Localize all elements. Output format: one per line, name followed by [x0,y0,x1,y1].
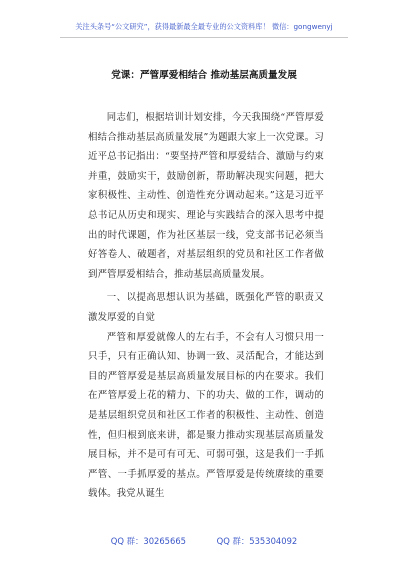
section-heading-1: 一、以提高思想认识为基础，既强化严管的职责又激发厚爱的自觉 [88,292,324,323]
body-paragraph-section-1: 严管和厚爱就像人的左右手，不会有人习惯只用一只手，只有正确认知、协调一致、灵活配合，才能达到目的严管厚爱是基层高质量发展目标的内在要求。我们在严管厚爱上花的精力、下的功夫、做的工作，调动的是基层组织党员和社区工作者的积极性、主动性、创造性，但归根到底来讲，都是聚力推动实现基层高质量发展目标，并不是可有可无、可弱可强，这是我们一手抓严管、一手抓厚爱的基点。严管厚爱是传统赓续的重要载体。我党从诞生 [88,331,324,500]
document-title: 党课：严管厚爱相结合 推动基层高质量发展 [111,70,297,81]
header-divider [60,37,348,38]
document-body [88,108,324,504]
header-promo-note: 关注头条号“公文研究”，获得最新最全最专业的公文资料库！ 微信：gongwenyj [75,22,333,31]
footer-qq-group-2: QQ 群：535304092 [216,536,298,546]
body-paragraph-intro: 同志们，根据培训计划安排，今天我围绕“严管厚爱相结合推动基层高质量发展”为题跟大家上一次党课。习近平总书记指出：“要坚持严管和厚爱结合、激励与约束并重，鼓励实干，鼓励创新，帮助解决现实问题，把大家积极性、主动性、创造性充分调动起来。”这是习近平总书记从历史和现实、理论与实践结合的深入思考中提出的时代课题，作为社区基层一线，党支部书记必须当好答卷人、破题者，对基层组织的党员和社区工作者做到严管厚爱相结合，推动基层高质量发展。 [88,112,324,280]
footer-contact [0,535,408,547]
footer-qq-group-1: QQ 群：30265665 [110,536,186,546]
